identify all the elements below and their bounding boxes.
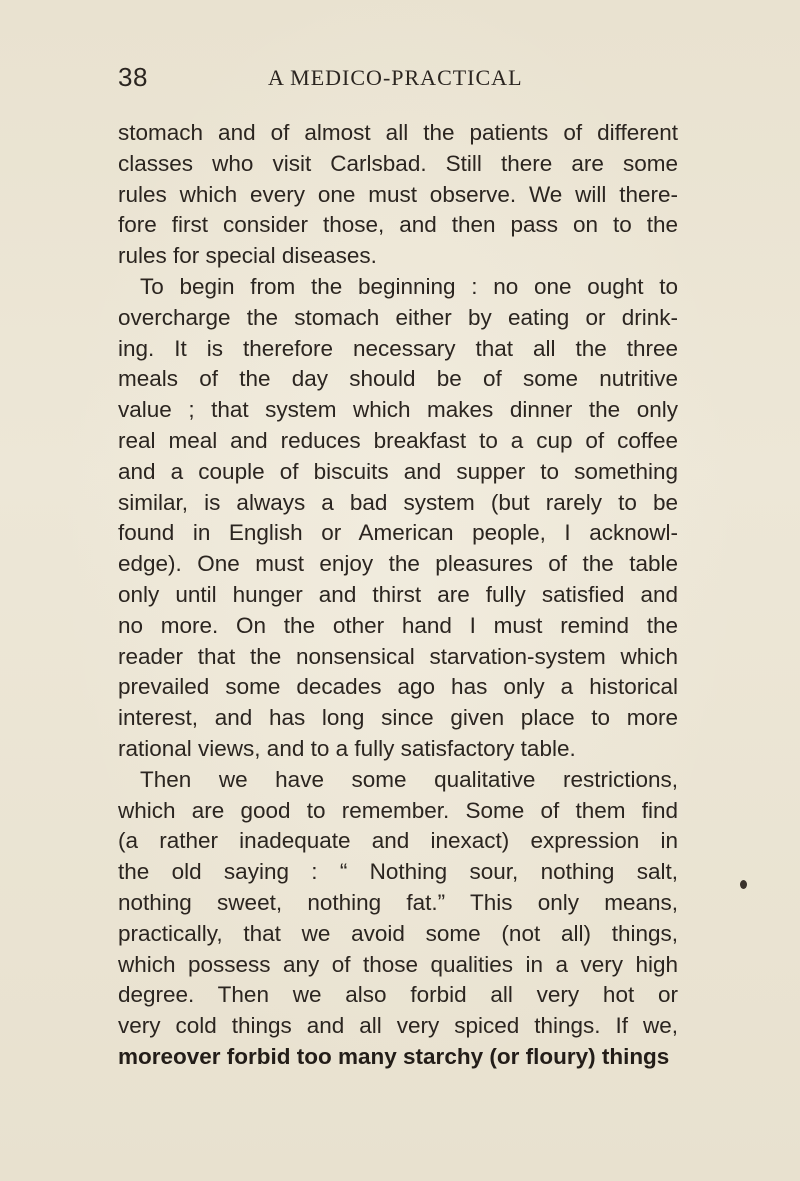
- text-line: which are good to remember. Some of them find: [118, 797, 678, 823]
- text-line: overcharge the stomach either by eating or drink-: [118, 304, 678, 330]
- ink-speck: [740, 880, 747, 889]
- text-line: rules for special diseases.: [118, 243, 377, 269]
- text-line: rules which every one must observe. We will there-: [118, 181, 678, 207]
- text-line: meals of the day should be of some nutritive: [118, 366, 678, 392]
- text-line: value ; that system which makes dinner the only: [118, 397, 678, 423]
- text-line: moreover forbid too many starchy (or floury) things: [118, 1043, 670, 1069]
- body-text: [118, 118, 678, 1073]
- text-line: prevailed some decades ago has only a historical: [118, 674, 678, 700]
- text-line: degree. Then we also forbid all very hot or: [118, 982, 678, 1008]
- text-line: found in English or American people, I acknowl-: [118, 520, 678, 546]
- text-line: (a rather inadequate and inexact) expression in: [118, 828, 678, 854]
- text-line: which possess any of those qualities in a very high: [118, 951, 678, 977]
- text-line: fore first consider those, and then pass on to the: [118, 212, 678, 238]
- text-line: rational views, and to a fully satisfactory table.: [118, 735, 576, 761]
- text-line: stomach and of almost all the patients of different: [118, 120, 678, 145]
- text-line: real meal and reduces breakfast to a cup of coffee: [118, 427, 678, 453]
- text-line: and a couple of biscuits and supper to something: [118, 458, 678, 484]
- page-header: [118, 62, 678, 102]
- text-line: To begin from the beginning : no one ought to: [140, 273, 678, 299]
- text-line: practically, that we avoid some (not all) things,: [118, 920, 678, 946]
- text-line: edge). One must enjoy the pleasures of the table: [118, 551, 678, 577]
- text-line: similar, is always a bad system (but rarely to be: [118, 489, 678, 515]
- page-number: 38: [118, 62, 148, 92]
- running-head: A MEDICO-PRACTICAL: [268, 65, 523, 90]
- text-line: classes who visit Carlsbad. Still there are some: [118, 150, 678, 176]
- text-line: no more. On the other hand I must remind the: [118, 612, 678, 638]
- text-line: very cold things and all very spiced things. If we,: [118, 1013, 678, 1039]
- text-line: the old saying : “ Nothing sour, nothing salt,: [118, 859, 678, 885]
- text-line: nothing sweet, nothing fat.” This only means,: [118, 889, 678, 915]
- text-line: only until hunger and thirst are fully satisfied and: [118, 581, 678, 607]
- text-line: Then we have some qualitative restrictions,: [140, 766, 678, 792]
- text-line: interest, and has long since given place to more: [118, 705, 678, 731]
- text-line: ing. It is therefore necessary that all the three: [118, 335, 678, 361]
- text-line: reader that the nonsensical starvation-system which: [118, 643, 678, 669]
